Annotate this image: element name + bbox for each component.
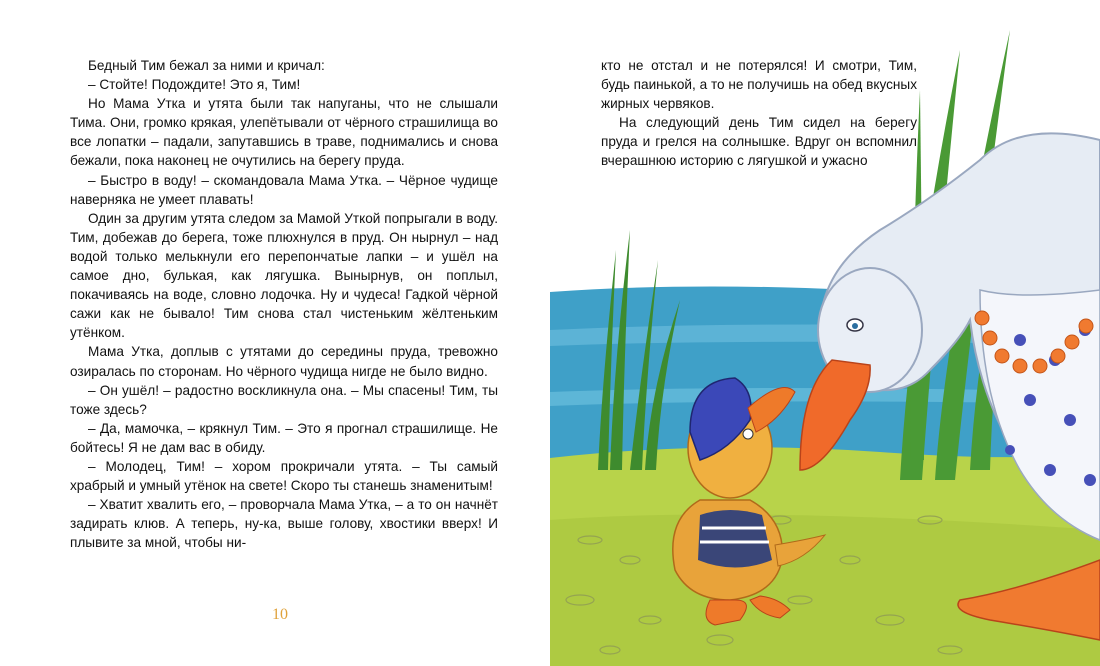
paragraph: Но Мама Утка и утята были так напуганы, что не слышали Тима. Они, громко крякая, улепётывали от чёрного страшилища во все лопатки – падали, запутавшись в траве, поднимались и снова бежали, пока наконец не очутились на берегу пруда.	[70, 96, 498, 169]
paragraph: кто не отстал и не потерялся! И смотри, Тим, будь паинькой, а то не получишь на обед вкусных жирных червяков.	[601, 58, 917, 112]
tim-eye	[743, 429, 753, 439]
paragraph: На следующий день Тим сидел на берегу пруда и грелся на солнышке. Вдруг он вспомнил вчерашнюю историю с лягушкой и ужасно	[601, 115, 917, 169]
paragraph: Один за другим утята следом за Мамой Уткой попрыгали в воду. Тим, добежав до берега, тоже плюхнулся в пруд. Он нырнул – над водой только мелькнули его перепончатые лапки – и ушёл на самое дно, булькая, как лягушка. Вынырнув, он поплыл, покачиваясь на воде, словно лодочка. Ну и чудеса! Гадкой чёрной сажи как не бывало! Тим снова стал чистеньким жёлтеньким утёнком.	[70, 210, 498, 341]
paragraph: – Молодец, Тим! – хором прокричали утята. – Ты самый храбрый и умный утёнок на свете! Скоро ты станешь знаменитым!	[70, 458, 498, 494]
paragraph: – Да, мамочка, – крякнул Тим. – Это я прогнал страшилище. Не бойтесь! Я не дам вас в обиду.	[70, 420, 498, 455]
page-number: 10	[272, 606, 288, 623]
tim-shirt	[698, 510, 772, 568]
paragraph: – Быстро в воду! – скомандовала Мама Утка. – Чёрное чудище наверняка не умеет плавать!	[70, 172, 498, 207]
paragraph: Мама Утка, доплыв с утятами до середины пруда, тревожно озиралась по сторонам. Но чёрного чудища нигде не было видно.	[70, 344, 498, 379]
paragraph: – Стойте! Подождите! Это я, Тим!	[88, 77, 301, 93]
right-text-column	[601, 56, 917, 171]
paragraph: Бедный Тим бежал за ними и кричал:	[88, 58, 325, 73]
left-text-column	[70, 56, 498, 552]
paragraph: – Он ушёл! – радостно воскликнула она. – Мы спасены! Тим, ты тоже здесь?	[70, 382, 498, 417]
paragraph: – Хватит хвалить его, – проворчала Мама Утка, – а то он начнёт задирать клюв. А теперь, ну-ка, выше голову, хвостики вверх! И плывите за мной, чтобы ни-	[70, 497, 498, 551]
